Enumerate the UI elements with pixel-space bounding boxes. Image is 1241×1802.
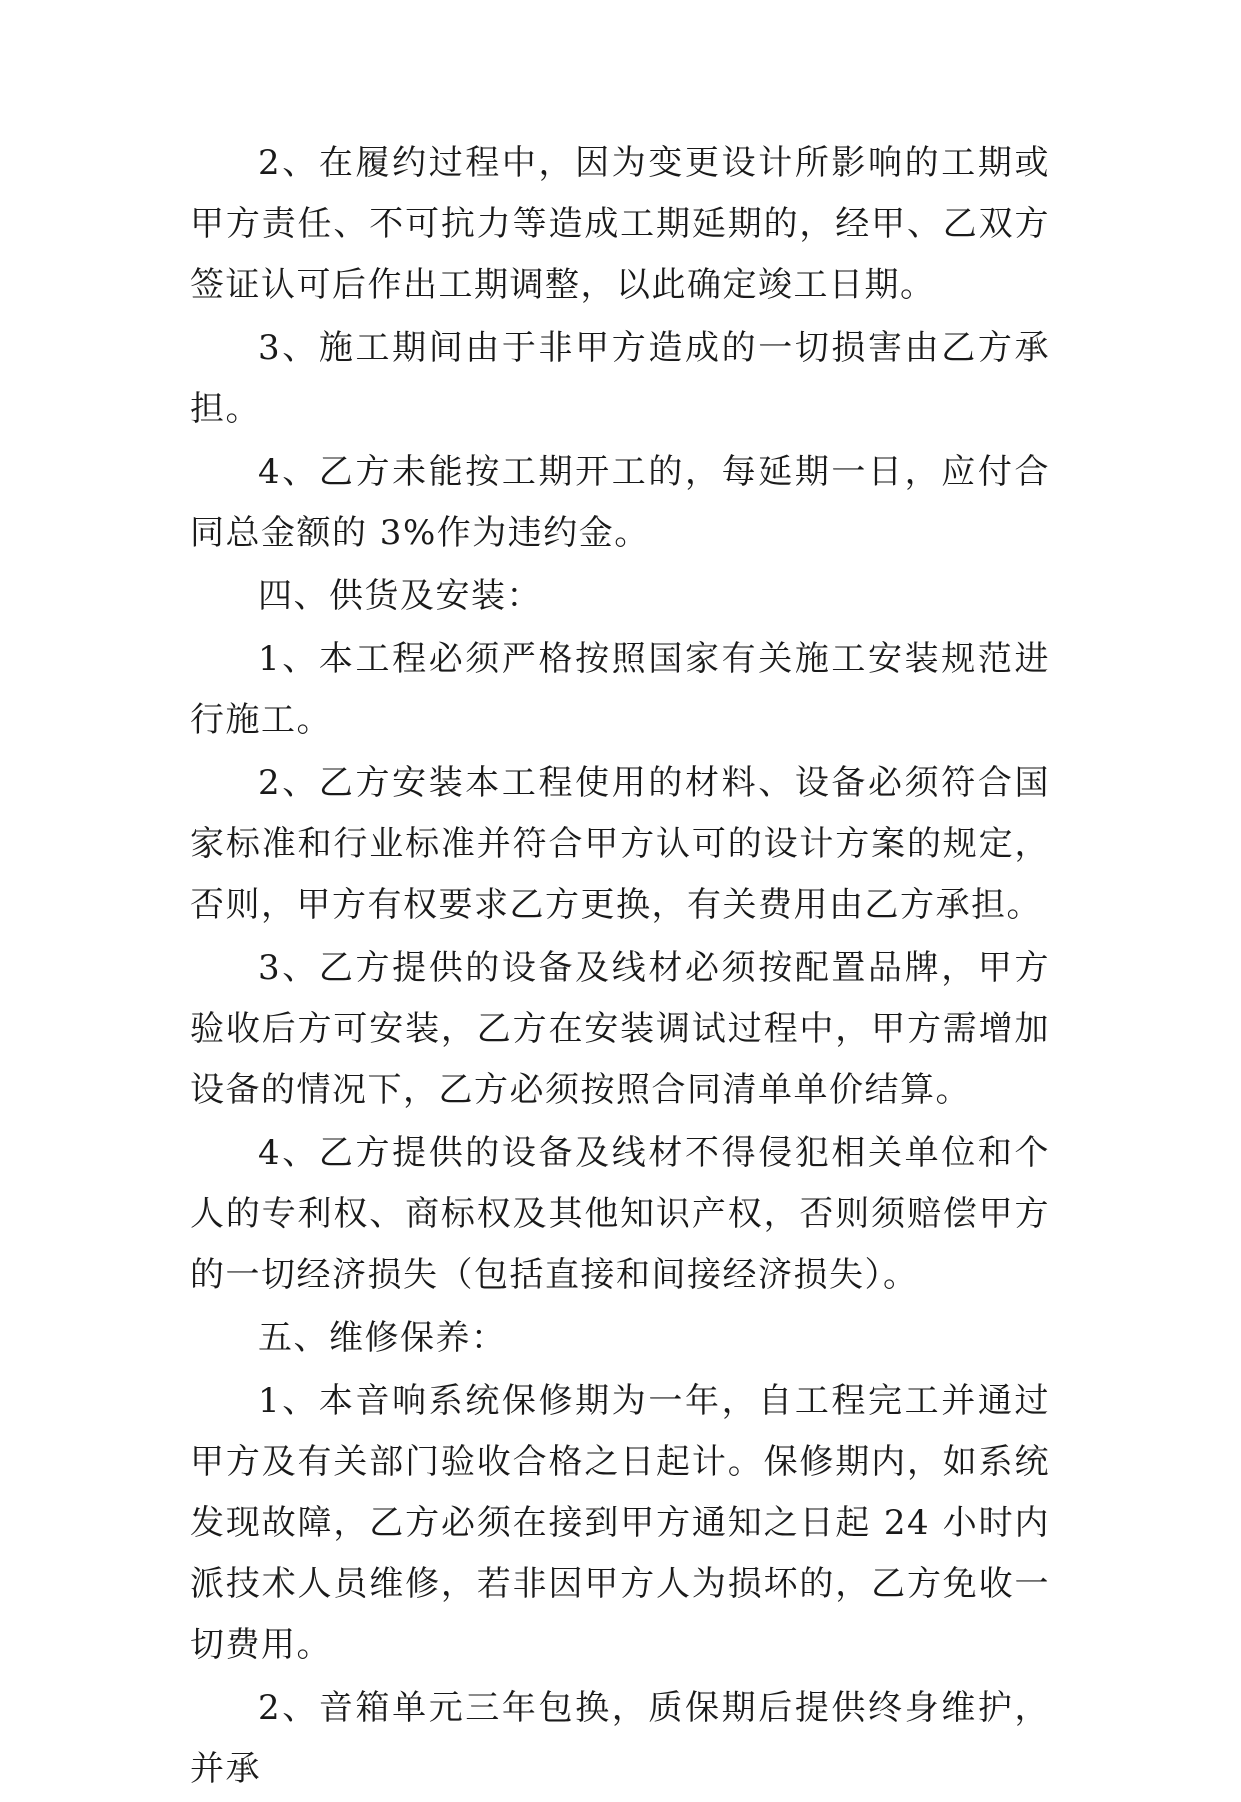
- clause-5-1-warranty-period: 1、本音响系统保修期为一年，自工程完工并通过甲方及有关部门验收合格之日起计。保修期内，如系统发现故障，乙方必须在接到甲方通知之日起 24 小时内派技术人员维修，若非因甲方人为损坏的，乙方免收一切费用。: [190, 1381, 1050, 1665]
- clause-4-1-construction-standards: 1、本工程必须严格按照国家有关施工安装规范进行施工。: [190, 639, 1050, 740]
- document-body: [190, 133, 1050, 1802]
- clause-4-2-material-standards: 2、乙方安装本工程使用的材料、设备必须符合国家标准和行业标准并符合甲方认可的设计方案的规定，否则，甲方有权要求乙方更换，有关费用由乙方承担。: [190, 763, 1050, 925]
- clause-3-2-schedule-adjustment: 2、在履约过程中，因为变更设计所影响的工期或甲方责任、不可抗力等造成工期延期的，经甲、乙双方签证认可后作出工期调整，以此确定竣工日期。: [190, 143, 1050, 305]
- clause-5-2-speaker-replacement: 2、音箱单元三年包换，质保期后提供终身维护，并承: [190, 1688, 1050, 1789]
- clause-3-3-damage-liability: 3、施工期间由于非甲方造成的一切损害由乙方承担。: [190, 328, 1050, 429]
- clause-3-4-delay-penalty: 4、乙方未能按工期开工的，每延期一日，应付合同总金额的 3%作为违约金。: [190, 452, 1050, 553]
- clause-4-4-intellectual-property: 4、乙方提供的设备及线材不得侵犯相关单位和个人的专利权、商标权及其他知识产权，否则须赔偿甲方的一切经济损失（包括直接和间接经济损失）。: [190, 1133, 1050, 1295]
- section-heading-supply-installation: 四、供货及安装：: [258, 576, 542, 616]
- section-heading-maintenance: 五、维修保养：: [258, 1318, 507, 1358]
- clause-4-3-equipment-brands: 3、乙方提供的设备及线材必须按配置品牌，甲方验收后方可安装，乙方在安装调试过程中，甲方需增加设备的情况下，乙方必须按照合同清单单价结算。: [190, 948, 1050, 1110]
